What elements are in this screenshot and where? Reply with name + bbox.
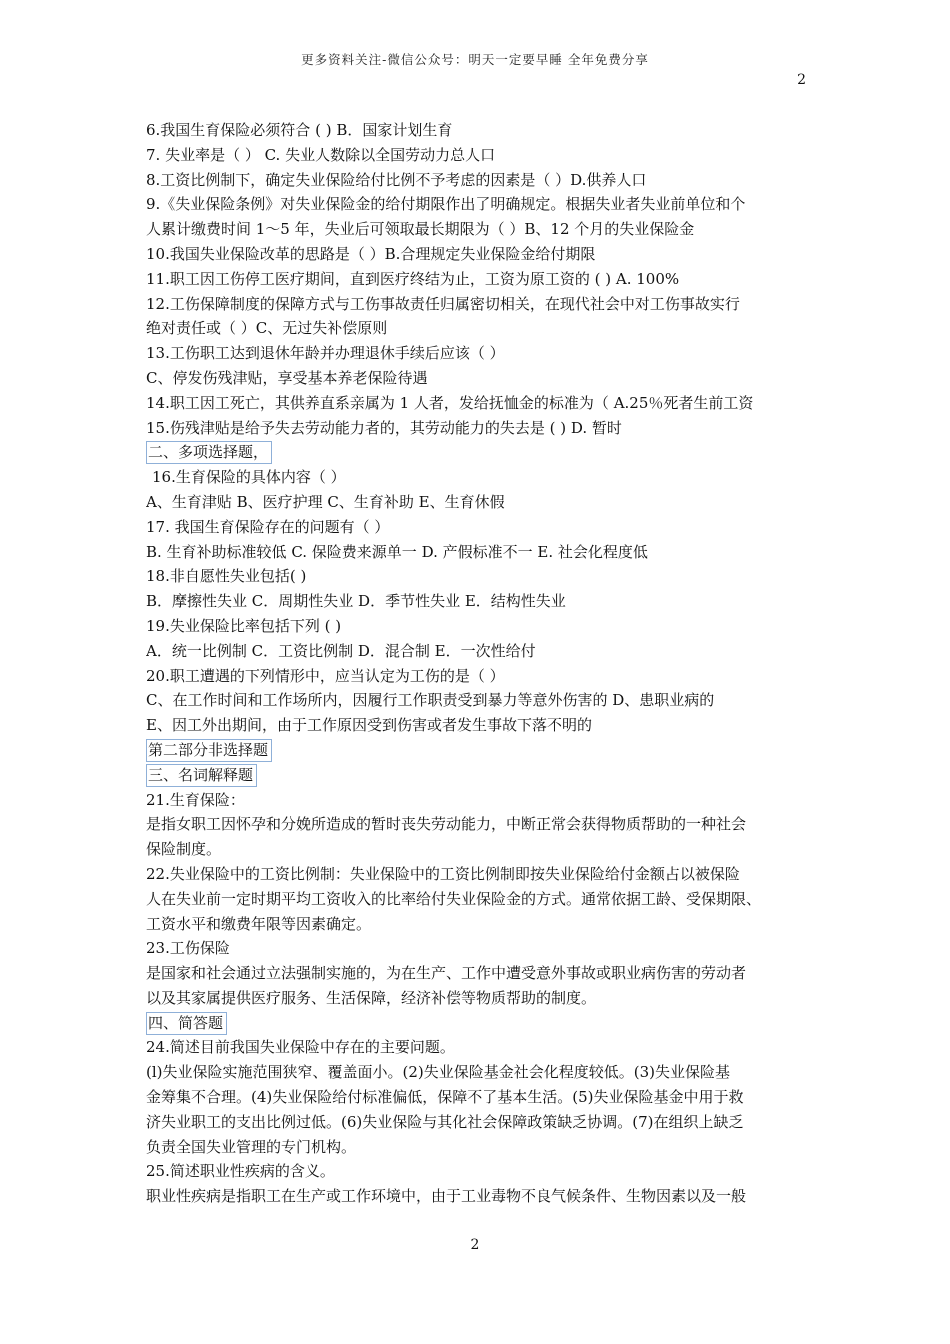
text-line xyxy=(146,316,812,341)
line-text: 23.工伤保险 xyxy=(146,939,230,958)
text-line xyxy=(146,341,812,366)
line-text: B．摩擦性失业 C．周期性失业 D．季节性失业 E．结构性失业 xyxy=(146,592,566,611)
text-line xyxy=(146,242,812,267)
text-line xyxy=(146,986,812,1011)
line-text: 18.非自愿性失业包括( ) xyxy=(146,567,307,586)
text-line xyxy=(146,391,812,416)
text-line xyxy=(146,267,812,292)
line-text: 负责全国失业管理的专门机构。 xyxy=(146,1137,357,1156)
section-heading-line xyxy=(146,440,812,465)
text-line xyxy=(146,217,812,242)
text-line xyxy=(146,961,812,986)
text-line xyxy=(146,788,812,813)
line-text: 10.我国失业保险改革的思路是（ ）B.合理规定失业保险金给付期限 xyxy=(146,244,596,263)
page-number-bottom: 2 xyxy=(470,1237,480,1253)
line-text: 6.我国生育保险必须符合 ( ) B．国家计划生育 xyxy=(146,121,453,139)
line-text: 19.失业保险比率包括下列 ( ) xyxy=(146,616,342,635)
text-line xyxy=(146,515,812,540)
section-heading-line xyxy=(146,738,812,763)
text-line xyxy=(146,887,812,912)
text-line xyxy=(146,614,812,639)
section-heading-line xyxy=(146,1011,812,1036)
text-line xyxy=(146,713,812,738)
text-line xyxy=(146,639,812,664)
section-heading-line xyxy=(146,763,812,788)
line-text: 7. 失业率是（ ） C. 失业人数除以全国劳动力总人口 xyxy=(146,145,496,164)
line-text: 16.生育保险的具体内容（ ） xyxy=(152,468,346,487)
section-heading: 四、简答题 xyxy=(146,1012,227,1035)
line-text: C、停发伤残津贴，享受基本养老保险待遇 xyxy=(146,368,428,387)
section-heading: 第二部分非选择题 xyxy=(146,739,272,762)
header-note: 更多资料关注-微信公众号：明天一定要早睡 全年免费分享 xyxy=(301,52,649,67)
text-line xyxy=(146,192,812,217)
text-line xyxy=(146,118,812,143)
document-body xyxy=(146,118,812,1209)
text-line xyxy=(146,1035,812,1060)
text-line xyxy=(146,1159,812,1184)
line-text: 24.简述目前我国失业保险中存在的主要问题。 xyxy=(146,1038,455,1057)
text-line xyxy=(146,168,812,193)
line-text: 13.工伤职工达到退休年龄并办理退休手续后应该（ ） xyxy=(146,344,505,363)
line-text: 20.职工遭遇的下列情形中，应当认定为工伤的是（ ） xyxy=(146,666,505,685)
section-heading: 二、多项选择题， xyxy=(146,441,272,464)
text-line xyxy=(146,837,812,862)
text-line xyxy=(146,1184,812,1209)
line-text: A、生育津贴 B、医疗护理 C、生育补助 E、生育休假 xyxy=(146,492,505,511)
section-heading: 三、名词解释题 xyxy=(146,764,257,787)
text-line xyxy=(146,292,812,317)
text-line xyxy=(146,416,812,441)
text-line xyxy=(146,589,812,614)
line-text: 是指女职工因怀孕和分娩所造成的暂时丧失劳动能力，中断正常会获得物质帮助的一种社会 xyxy=(146,815,747,834)
text-line xyxy=(146,1135,812,1160)
text-line xyxy=(146,936,812,961)
line-text: E、因工外出期间，由于工作原因受到伤害或者发生事故下落不明的 xyxy=(146,716,592,735)
text-line xyxy=(146,1085,812,1110)
line-text: (l)失业保险实施范围狭窄、覆盖面小。(2)失业保险基金社会化程度较低。(3)失业保险基 xyxy=(146,1063,731,1082)
line-text: 22.失业保险中的工资比例制：失业保险中的工资比例制即按失业保险给付金额占以被保险 xyxy=(146,864,740,883)
line-text: A．统一比例制 C．工资比例制 D．混合制 E．一次性给付 xyxy=(146,641,536,660)
line-text: 11.职工因工伤停工医疗期间，直到医疗终结为止，工资为原工资的 ( ) A. 100% xyxy=(146,269,680,288)
line-text: 25.简述职业性疾病的含义。 xyxy=(146,1162,335,1181)
line-text: 14.职工因工死亡，其供养直系亲属为 1 人者，发给抚恤金的标准为（ A.25％死者生前工资 xyxy=(146,393,754,412)
line-text: 工资水平和缴费年限等因素确定。 xyxy=(146,914,372,933)
line-text: 人累计缴费时间 1～5 年，失业后可领取最长期限为（ ）B、12 个月的失业保险金 xyxy=(146,220,695,239)
text-line xyxy=(146,366,812,391)
text-line xyxy=(146,912,812,937)
line-text: C、在工作时间和工作场所内，因履行工作职责受到暴力等意外伤害的 D、患职业病的 xyxy=(146,691,715,710)
line-text: 17. 我国生育保险存在的问题有（ ） xyxy=(146,517,390,536)
line-text: B. 生育补助标准较低 C. 保险费来源单一 D. 产假标准不一 E. 社会化程度低 xyxy=(146,542,648,561)
text-line xyxy=(146,465,812,490)
text-line xyxy=(146,688,812,713)
page-number-top: 2 xyxy=(797,72,806,88)
text-line xyxy=(146,1110,812,1135)
line-text: 济失业职工的支出比例过低。(6)失业保险与其化社会保障政策缺乏协调。(7)在组织上缺乏 xyxy=(146,1112,744,1131)
line-text: 9.《失业保险条例》对失业保险金的给付期限作出了明确规定。根据失业者失业前单位和个 xyxy=(146,195,746,214)
text-line xyxy=(146,143,812,168)
line-text: 15.伤残津贴是给予失去劳动能力者的，其劳动能力的失去是 ( ) D. 暂时 xyxy=(146,418,622,437)
text-line xyxy=(146,1060,812,1085)
text-line xyxy=(146,564,812,589)
line-text: 是国家和社会通过立法强制实施的，为在生产、工作中遭受意外事故或职业病伤害的劳动者 xyxy=(146,964,747,983)
text-line xyxy=(146,862,812,887)
line-text: 绝对责任或（ ）C、无过失补偿原则 xyxy=(146,319,388,338)
line-text: 以及其家属提供医疗服务、生活保障，经济补偿等物质帮助的制度。 xyxy=(146,988,597,1007)
line-text: 金筹集不合理。(4)失业保险给付标准偏低，保障不了基本生活。(5)失业保险基金中用于救 xyxy=(146,1088,744,1107)
line-text: 职业性疾病是指职工在生产或工作环境中，由于工业毒物不良气候条件、生物因素以及一般 xyxy=(146,1187,747,1206)
line-text: 21.生育保险： xyxy=(146,790,245,809)
text-line xyxy=(146,540,812,565)
line-text: 人在失业前一定时期平均工资收入的比率给付失业保险金的方式。通常依据工龄、受保期限、 xyxy=(146,889,762,908)
line-text: 保险制度。 xyxy=(146,840,222,859)
text-line xyxy=(146,664,812,689)
text-line xyxy=(146,812,812,837)
text-line xyxy=(146,490,812,515)
line-text: 8.工资比例制下，确定失业保险给付比例不予考虑的因素是（ ）D.供养人口 xyxy=(146,170,647,189)
line-text: 12.工伤保障制度的保障方式与工伤事故责任归属密切相关，在现代社会中对工伤事故实行 xyxy=(146,294,740,313)
